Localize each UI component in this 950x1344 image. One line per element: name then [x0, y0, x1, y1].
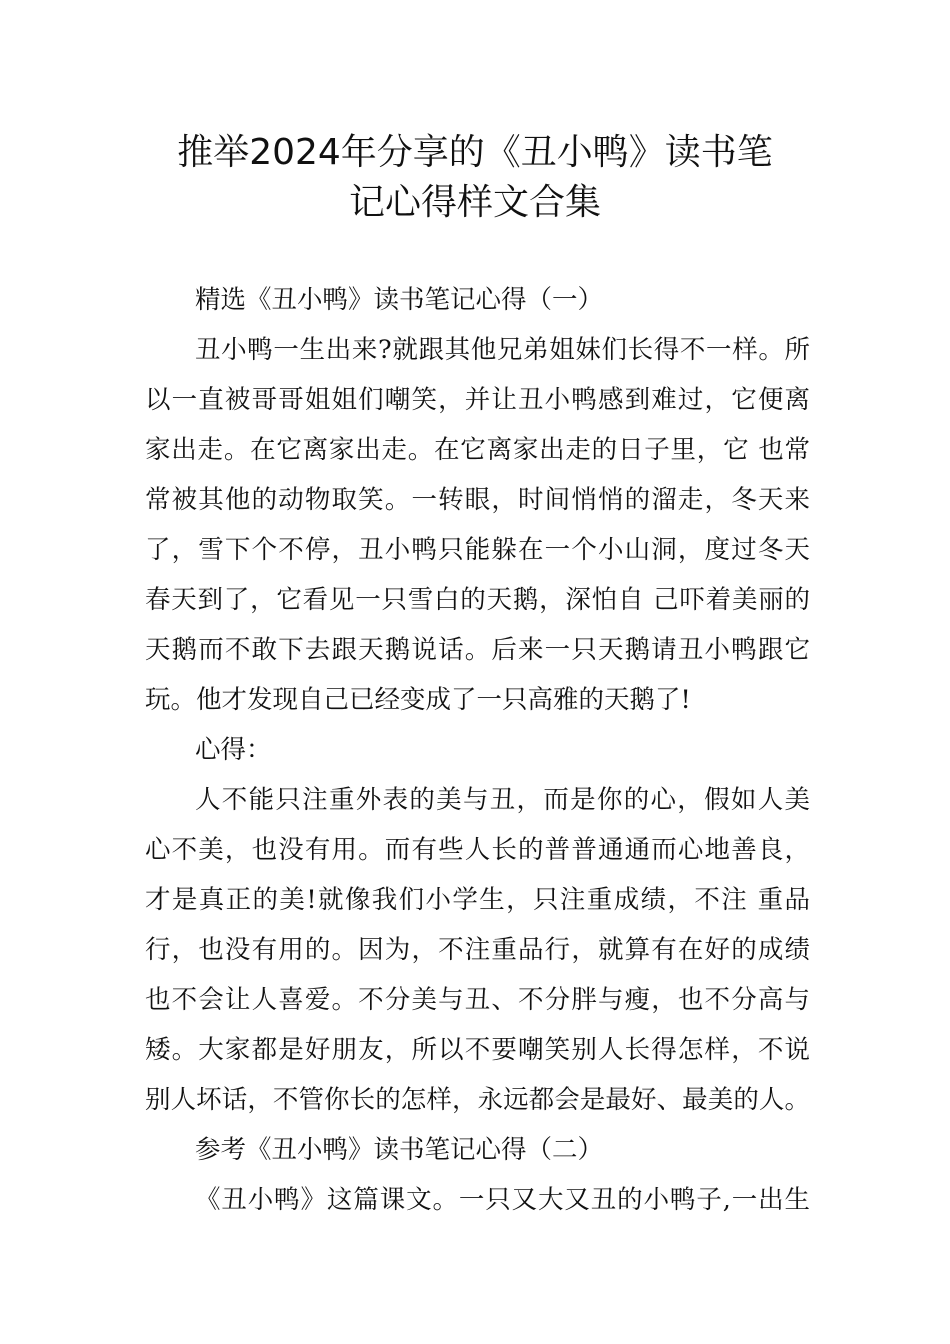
paragraph-line: 了，雪下个不停，丑小鸭只能躲在一个小山洞，度过冬天: [145, 535, 810, 565]
document-title-line-1: 推举2024年分享的《丑小鸭》读书笔: [177, 132, 773, 173]
section-heading-1: 精选《丑小鸭》读书笔记心得（一）: [195, 285, 604, 315]
paragraph-line: 才是真正的美!就像我们小学生，只注重成绩，不注 重品: [145, 885, 810, 915]
paragraph-line: 别人坏话，不管你长的怎样，永远都会是最好、最美的人。: [145, 1085, 810, 1115]
paragraph-line: 《丑小鸭》这篇课文。一只又大又丑的小鸭子,一出生: [195, 1185, 810, 1215]
paragraph-line: 行，也没有用的。因为，不注重品行，就算有在好的成绩: [145, 935, 810, 965]
paragraph-line: 家出走。在它离家出走。在它离家出走的日子里，它 也常: [145, 435, 810, 465]
paragraph-line: 矮。大家都是好朋友，所以不要嘲笑别人长得怎样，不说: [145, 1035, 810, 1065]
paragraph-line: 玩。他才发现自己已经变成了一只高雅的天鹅了!: [145, 685, 691, 715]
paragraph-line: 人不能只注重外表的美与丑，而是你的心，假如人美: [195, 785, 810, 815]
xinde-label: 心得：: [195, 735, 272, 765]
paragraph-line: 常被其他的动物取笑。一转眼，时间悄悄的溜走，冬天来: [145, 485, 810, 515]
section-heading-2: 参考《丑小鸭》读书笔记心得（二）: [195, 1135, 604, 1165]
document-title-line-2: 记心得样文合集: [348, 182, 601, 223]
paragraph-line: 也不会让人喜爱。不分美与丑、不分胖与瘦，也不分高与: [145, 985, 810, 1015]
paragraph-line: 丑小鸭一生出来?就跟其他兄弟姐妹们长得不一样。所: [195, 335, 810, 365]
paragraph-line: 春天到了，它看见一只雪白的天鹅，深怕自 己吓着美丽的: [145, 585, 810, 615]
paragraph-line: 心不美，也没有用。而有些人长的普普通通而心地善良，: [145, 835, 810, 865]
paragraph-line: 天鹅而不敢下去跟天鹅说话。后来一只天鹅请丑小鸭跟它: [145, 635, 810, 665]
paragraph-line: 以一直被哥哥姐姐们嘲笑，并让丑小鸭感到难过，它便离: [145, 385, 810, 415]
